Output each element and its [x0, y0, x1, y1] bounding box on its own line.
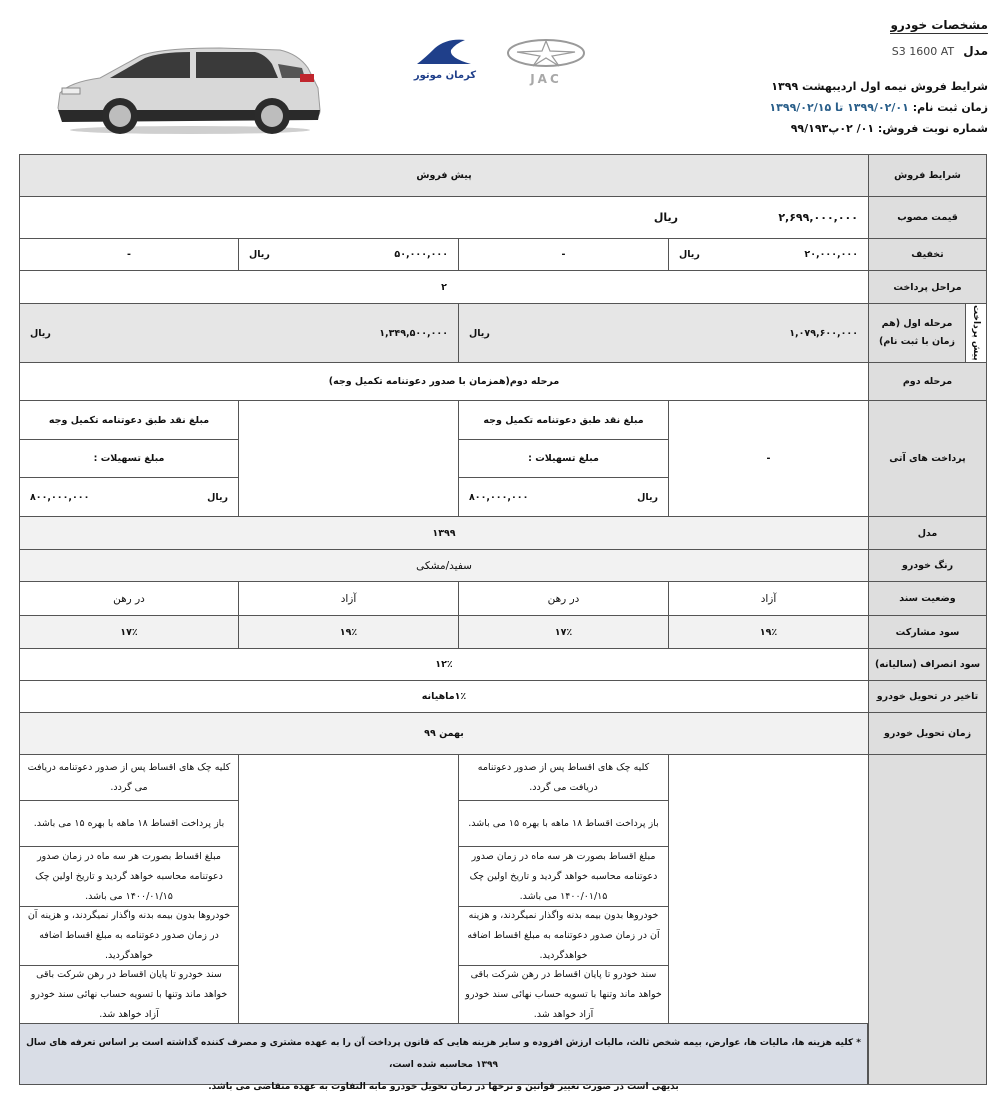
partnership-profit-cell: ۱۷٪ [19, 615, 239, 649]
document-status-cell: در رهن [458, 581, 669, 616]
registration-label: زمان ثبت نام: [912, 101, 988, 114]
dealer-wave-icon [415, 38, 475, 66]
model-label: مدل [963, 44, 988, 58]
cancellation-profit-label: سود انصراف (سالیانه) [868, 648, 987, 681]
discount-label: تخفیف [868, 238, 987, 271]
loan-amount: ۸۰۰,۰۰۰,۰۰۰ [469, 491, 529, 503]
discount-cell-4: - [19, 238, 239, 271]
first-stage-amount: ۱,۰۷۹,۶۰۰,۰۰۰ [789, 327, 858, 339]
note-item: مبلغ اقساط بصورت هر سه ماه در زمان صدور دعوتنامه محاسبه خواهد گردید و تاریخ اولین چک ۱۴۰۰/۰۱/۱۵ می باشد. [19, 846, 239, 907]
discount-unit: ریال [679, 249, 700, 260]
document-status-cell: در رهن [19, 581, 239, 616]
model-value: S3 1600 AT [891, 45, 955, 58]
second-stage-value: مرحله دوم(همزمان با صدور دعوتنامه تکمیل وجه) [19, 362, 869, 401]
approved-price-cell [19, 196, 869, 239]
dealer-logo-text: کرمان موتور [413, 70, 477, 81]
notes-side-label [868, 754, 987, 1085]
first-stage-label: مرحله اول (هم زمان با ثبت نام) [868, 303, 966, 363]
discount-amount: ۵۰,۰۰۰,۰۰۰ [394, 249, 448, 260]
document-status-cell: آزاد [668, 581, 869, 616]
cancellation-profit-value: ۱۲٪ [19, 648, 869, 681]
sale-round-label: شماره نوبت فروش: [877, 122, 988, 135]
note-item: سند خودرو تا پایان اقساط در رهن شرکت باقی خواهد ماند وتنها با تسویه حساب نهائی سند خودرو آزاد خواهد شد. [19, 965, 239, 1024]
model-year-label: مدل [868, 516, 987, 550]
discount-unit: ریال [249, 249, 270, 260]
note-item: باز پرداخت اقساط ۱۸ ماهه با بهره ۱۵ می باشد. [458, 800, 669, 847]
delivery-time-value: بهمن ۹۹ [19, 712, 869, 755]
payment-stages-value: ۲ [19, 270, 869, 304]
future-payments-loan-amount [458, 477, 669, 517]
first-stage-unit: ریال [469, 327, 490, 339]
future-payments-loan-label: مبلغ تسهیلات : [19, 439, 239, 478]
note-item: باز پرداخت اقساط ۱۸ ماهه با بهره ۱۵ می باشد. [19, 800, 239, 847]
sale-conditions-heading: شرایط فروش نیمه اول اردیبهشت ۱۳۹۹ [771, 80, 988, 93]
discount-cell-3 [238, 238, 459, 271]
prepayment-group-text: پیش پرداخت [971, 305, 981, 361]
sale-conditions-value: پیش فروش [19, 154, 869, 197]
loan-unit: ریال [637, 491, 658, 503]
registration-value: ۱۳۹۹/۰۲/۰۱ تا ۱۳۹۹/۰۲/۱۵ [769, 101, 909, 114]
first-stage-unit: ریال [30, 327, 51, 339]
model-line [892, 40, 988, 59]
note-item: مبلغ اقساط بصورت هر سه ماه در زمان صدور دعوتنامه محاسبه خواهد گردید و تاریخ اولین چک ۱۴۰۰/۰۱/۱۵ می باشد. [458, 846, 669, 907]
note-item: خودروها بدون بیمه بدنه واگذار نمیگردند، و هزینه آن در زمان صدور دعوتنامه به مبلغ اقساط اضافه خواهدگردید. [19, 906, 239, 966]
sale-round-line [791, 122, 988, 135]
jac-star-icon [505, 38, 587, 68]
page-title: مشخصات خودرو [890, 18, 988, 32]
first-stage-cell-2 [19, 303, 459, 363]
payment-stages-label: مراحل پرداخت [868, 270, 987, 304]
partnership-profit-cell: ۱۹٪ [668, 615, 869, 649]
color-label: رنگ خودرو [868, 549, 987, 582]
future-payments-loan-amount [19, 477, 239, 517]
discount-cell-1 [668, 238, 869, 271]
suv-car-icon [50, 38, 325, 138]
brand-logo-text: JAC [530, 72, 562, 86]
note-item: خودروها بدون بیمه بدنه واگذار نمیگردند، و هزینه آن در زمان صدور دعوتنامه به مبلغ اقساط اضافه خواهدگردید. [458, 906, 669, 966]
color-value: سفید/مشکی [19, 549, 869, 582]
discount-amount: ۲۰,۰۰۰,۰۰۰ [804, 249, 858, 260]
loan-unit: ریال [207, 491, 228, 503]
approved-price-unit: ریال [653, 211, 678, 224]
registration-line [769, 101, 988, 114]
model-year-value: ۱۳۹۹ [19, 516, 869, 550]
future-payments-label: پرداخت های آتی [868, 400, 987, 517]
delivery-delay-value: ۱٪ماهیانه [19, 680, 869, 713]
future-payments-cash-label: مبلغ نقد طبق دعوتنامه تکمیل وجه [19, 400, 239, 440]
future-payments-empty [238, 400, 459, 517]
document-status-cell: آزاد [238, 581, 459, 616]
second-stage-label: مرحله دوم [868, 362, 987, 401]
sale-conditions-label: شرایط فروش [868, 154, 987, 197]
footer-disclaimer [19, 1023, 868, 1092]
partnership-profit-cell: ۱۹٪ [238, 615, 459, 649]
notes-empty-col [238, 754, 459, 1024]
notes-empty-col [668, 754, 869, 1024]
approved-price-amount: ۲,۶۹۹,۰۰۰,۰۰۰ [778, 211, 858, 224]
prepayment-group-label [965, 303, 987, 363]
note-item: سند خودرو تا پایان اقساط در رهن شرکت باقی خواهد ماند وتنها با تسویه حساب نهائی سند خودرو آزاد خواهد شد. [458, 965, 669, 1024]
future-payments-dash: - [668, 400, 869, 517]
note-item: کلیه چک های اقساط پس از صدور دعوتنامه دریافت می گردد. [458, 754, 669, 801]
future-payments-loan-label: مبلغ تسهیلات : [458, 439, 669, 478]
partnership-profit-label: سود مشارکت [868, 615, 987, 649]
future-payments-cash-label: مبلغ نقد طبق دعوتنامه تکمیل وجه [458, 400, 669, 440]
dealer-logo [405, 38, 485, 86]
note-item: کلیه چک های اقساط پس از صدور دعوتنامه دریافت می گردد. [19, 754, 239, 801]
footer-line-2: بدیهی است در صورت تغییر قوانین و نرخها در زمان تحویل خودرو مابه التفاوت به عهده متقاضی می باشد. [208, 1082, 679, 1092]
first-stage-cell-1 [458, 303, 869, 363]
delivery-time-label: زمان تحویل خودرو [868, 712, 987, 755]
discount-cell-2: - [458, 238, 669, 271]
delivery-delay-label: تاخیر در تحویل خودرو [868, 680, 987, 713]
car-image [50, 38, 325, 138]
sale-round-value: ۰۱/ ۰۲پ۹۹/۱۹۳ [790, 122, 875, 135]
loan-amount: ۸۰۰,۰۰۰,۰۰۰ [30, 491, 90, 503]
brand-logo [505, 38, 587, 86]
first-stage-amount: ۱,۳۴۹,۵۰۰,۰۰۰ [379, 327, 448, 339]
partnership-profit-cell: ۱۷٪ [458, 615, 669, 649]
document-status-label: وضعیت سند [868, 581, 987, 616]
approved-price-label: قیمت مصوب [868, 196, 987, 239]
footer-line-1: * کلیه هزینه ها، مالیات ها، عوارض، بیمه شخص ثالث، مالیات ارزش افزوده و سایر هزینه هایی که قانون پرداخت آن را به عهده مشتری و مصرف کننده گذاشته است بر اساس تعرفه های سال ۱۳۹۹ محاسبه شده است، [26, 1038, 861, 1070]
